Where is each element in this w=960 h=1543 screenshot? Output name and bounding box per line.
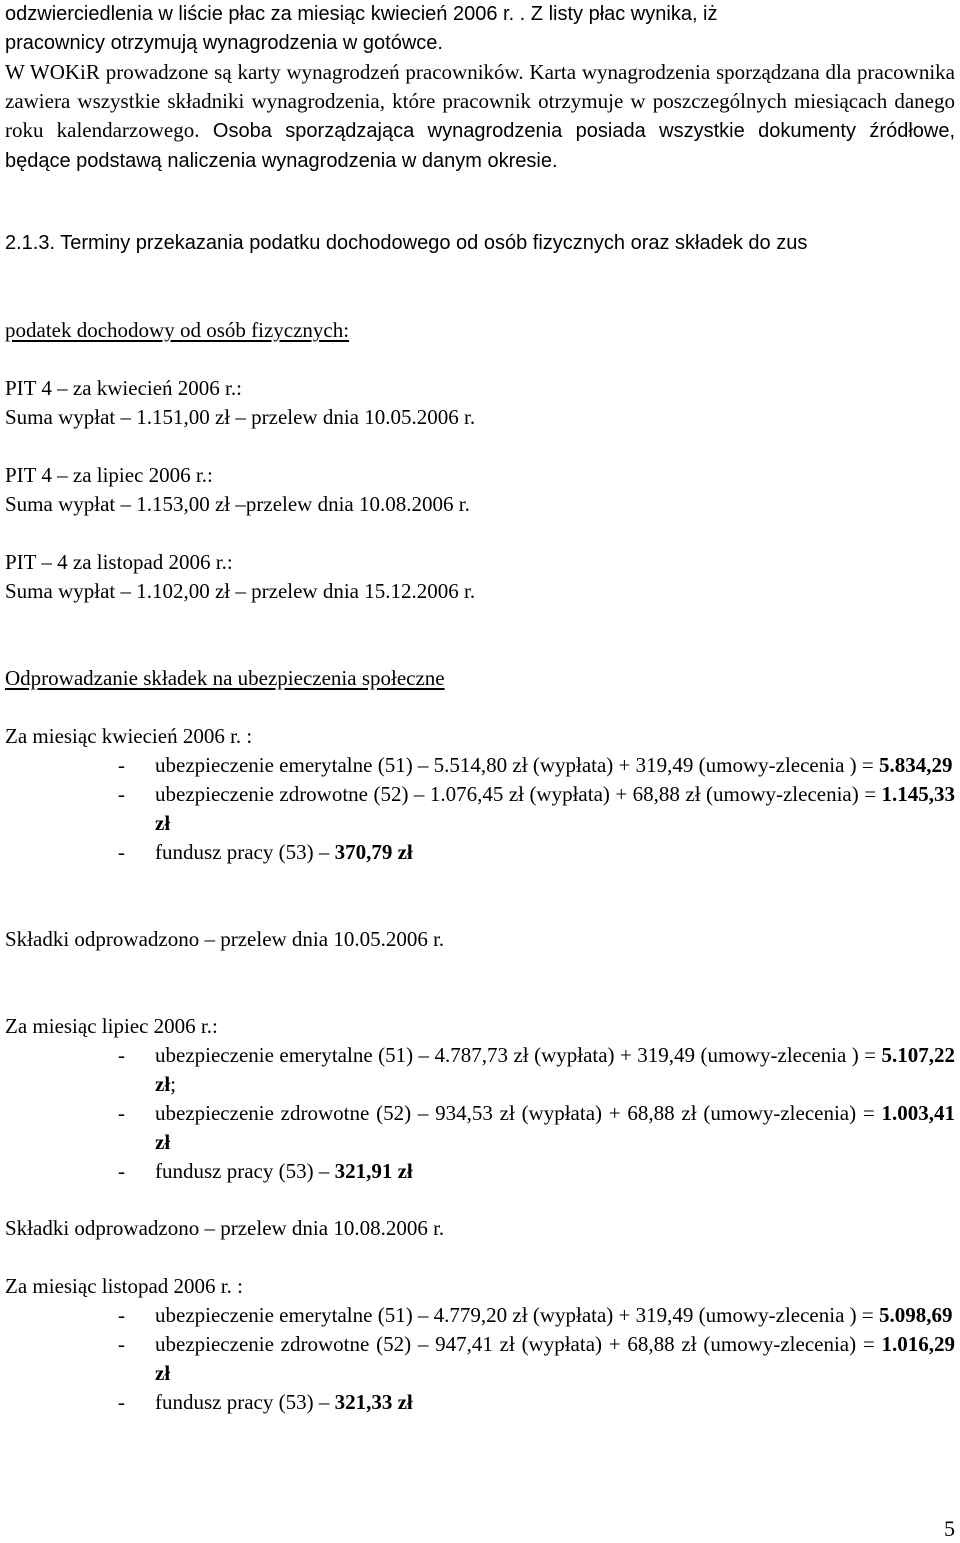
pension-contribution: - ubezpieczenie emerytalne (51) – 4.779,20 zł (wypłata) + 319,49 (umowy-zlecenia ) = 5.098,69 [118, 1303, 953, 1327]
pit-entry-title: PIT 4 – za kwiecień 2006 r.: [5, 376, 242, 400]
labor-fund-contribution: - fundusz pracy (53) – 321,91 zł [118, 1159, 413, 1183]
pension-total: 5.107,22 zł [155, 1043, 955, 1096]
zus-month-block [5, 1272, 955, 1417]
labor-fund-contribution: - fundusz pracy (53) – 370,79 zł [118, 840, 413, 864]
zus-contribution-list [5, 1041, 955, 1186]
health-contribution: - ubezpieczenie zdrowotne (52) – 1.076,45 zł (wypłata) + 68,88 zł (umowy-zlecenia) = 1.145,33 zł [118, 782, 955, 835]
zus-heading: Odprowadzanie składek na ubezpieczenia społeczne [5, 666, 445, 690]
pit-entry [5, 461, 470, 519]
pension-contribution: - ubezpieczenie emerytalne (51) – 4.787,73 zł (wypłata) + 319,49 (umowy-zlecenia ) = 5.107,22 zł; [118, 1043, 955, 1096]
pension-total: 5.834,29 [879, 753, 953, 777]
labor-fund-contribution: - fundusz pracy (53) – 321,33 zł [118, 1390, 413, 1414]
zus-paid-note: Składki odprowadzono – przelew dnia 10.05.2006 r. [5, 927, 445, 951]
labor-fund-total: 370,79 zł [334, 840, 413, 864]
zus-contribution-list [5, 1301, 955, 1417]
pit-entry-title: PIT 4 – za lipiec 2006 r.: [5, 463, 213, 487]
health-total: 1.145,33 zł [155, 782, 955, 835]
health-total: 1.016,29 zł [155, 1332, 955, 1385]
labor-fund-total: 321,33 zł [334, 1390, 413, 1414]
page-number: 5 [944, 1516, 955, 1541]
health-contribution: - ubezpieczenie zdrowotne (52) – 947,41 zł (wypłata) + 68,88 zł (umowy-zlecenia) = 1.016,29 zł [118, 1332, 955, 1385]
pit-entry-title: PIT – 4 za listopad 2006 r.: [5, 550, 233, 574]
zus-month-title: Za miesiąc lipiec 2006 r.: [5, 1014, 218, 1038]
pit-heading: podatek dochodowy od osób fizycznych: [5, 318, 350, 342]
wage-docs-text: Osoba sporządzająca wynagrodzenia posiada wszystkie dokumenty źródłowe, będące podstawą naliczenia wynagrodzenia w danym okresie. [5, 120, 956, 172]
intro-line-1: odzwierciedlenia w liście płac za miesiąc kwiecień 2006 r. . Z listy płac wynika, iż [5, 3, 718, 25]
pension-contribution: - ubezpieczenie emerytalne (51) – 5.514,80 zł (wypłata) + 319,49 (umowy-zlecenia ) = 5.834,29 [118, 753, 953, 777]
health-contribution: - ubezpieczenie zdrowotne (52) – 934,53 zł (wypłata) + 68,88 zł (umowy-zlecenia) = 1.003,41 zł [118, 1101, 955, 1154]
health-total: 1.003,41 zł [155, 1101, 955, 1154]
zus-month-title: Za miesiąc kwiecień 2006 r. : [5, 724, 253, 748]
pit-entry [5, 548, 475, 606]
pit-entry-detail: Suma wypłat – 1.102,00 zł – przelew dnia 15.12.2006 r. [5, 579, 476, 603]
pit-entry [5, 374, 475, 432]
labor-fund-total: 321,91 zł [334, 1159, 413, 1183]
zus-contribution-list [5, 751, 955, 867]
zus-month-block [5, 1012, 955, 1186]
pit-entry-detail: Suma wypłat – 1.153,00 zł –przelew dnia 10.08.2006 r. [5, 492, 470, 516]
pension-total: 5.098,69 [879, 1303, 953, 1327]
intro-text [5, 0, 955, 58]
zus-month-block [5, 722, 955, 867]
pit-entry-detail: Suma wypłat – 1.151,00 zł – przelew dnia 10.05.2006 r. [5, 405, 476, 429]
intro-line-2: pracownicy otrzymują wynagrodzenia w gotówce. [5, 32, 443, 54]
zus-paid-note: Składki odprowadzono – przelew dnia 10.08.2006 r. [5, 1216, 445, 1240]
wage-cards-paragraph [5, 58, 955, 176]
zus-month-title: Za miesiąc listopad 2006 r. : [5, 1274, 243, 1298]
wage-cards-text: W WOKiR prowadzone są karty wynagrodzeń pracowników. Karta wynagrodzenia sporządzana dla pracownika zawiera wszystkie składniki wynagrodzenia, które pracownik otrzymuje w poszczególnych miesiącach danego roku kalendarzowego. [5, 60, 955, 142]
section-heading: 2.1.3. Terminy przekazania podatku dochodowego od osób fizycznych oraz składek do zus [5, 232, 808, 254]
